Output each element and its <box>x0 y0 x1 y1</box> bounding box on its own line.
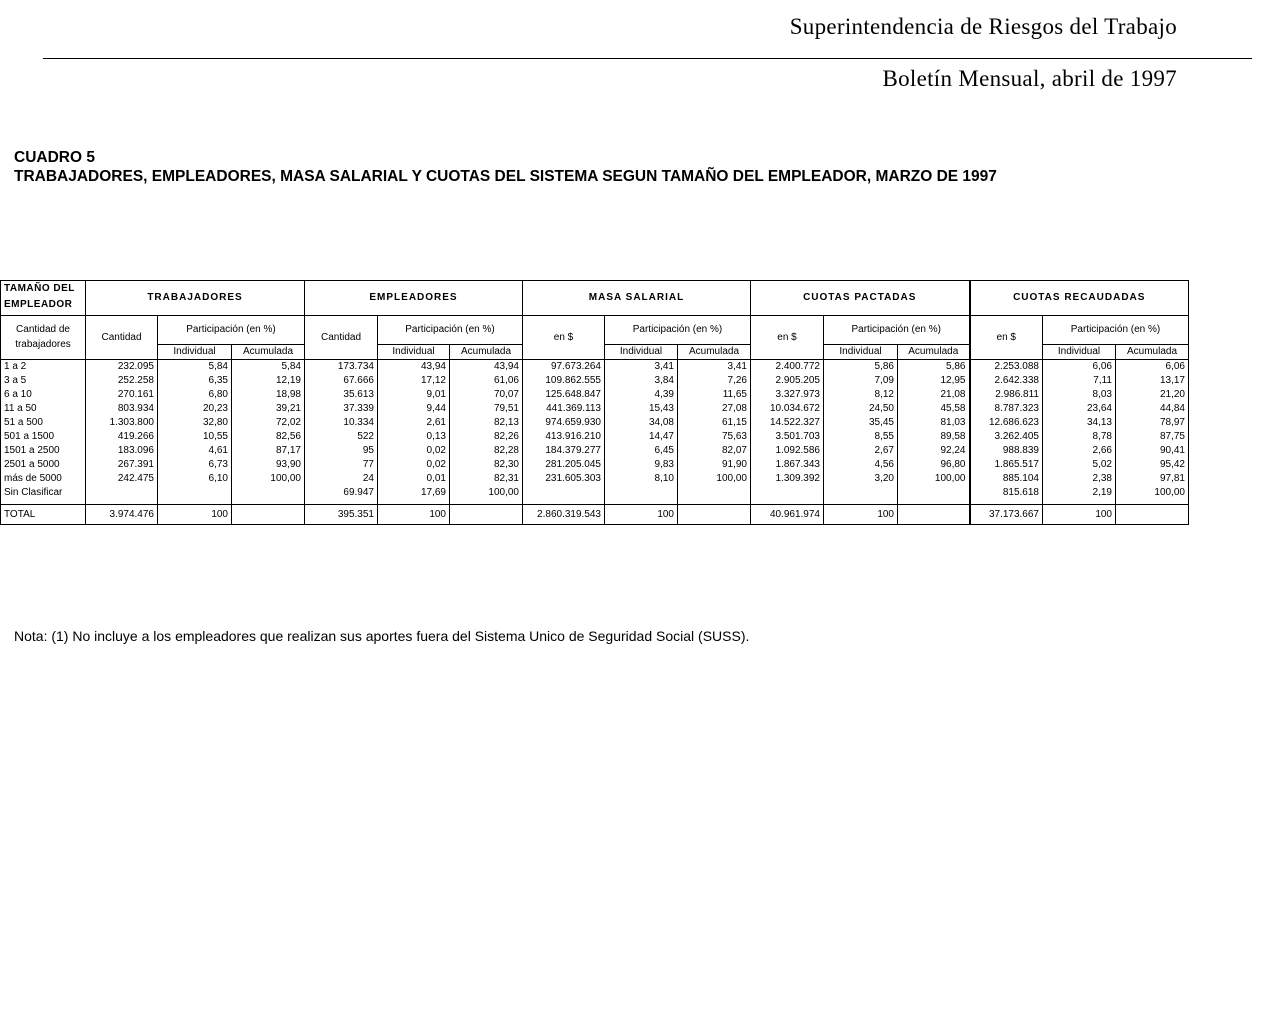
cell-masa-acumulada: 75,63 <box>678 430 751 444</box>
cell-masa-acumulada: 11,65 <box>678 388 751 402</box>
size-header-1: TAMAÑO DEL <box>1 281 86 296</box>
cell-empleadores-individual: 17,69 <box>378 486 450 500</box>
row-label: Sin Clasificar <box>1 486 86 500</box>
group-header-cuotas-recaudadas: CUOTAS RECAUDADAS <box>1013 292 1146 304</box>
cell-empleadores-acumulada: 82,26 <box>450 430 523 444</box>
cell-masa-individual: 14,47 <box>605 430 678 444</box>
row-label: 2501 a 5000 <box>1 458 86 472</box>
pactadas-individual-header: Individual <box>824 344 898 359</box>
cell-recaudadas-individual: 7,11 <box>1043 374 1116 388</box>
cell-pactadas-en-pesos: 2.905.205 <box>751 374 824 388</box>
table-row <box>1 402 1189 416</box>
cell-trabajadores-individual: 6,73 <box>158 458 232 472</box>
cell-empleadores-individual: 0,02 <box>378 444 450 458</box>
cell-empleadores-cantidad: 69.947 <box>305 486 378 500</box>
cell-masa-individual: 3,41 <box>605 359 678 374</box>
total-row <box>1 504 1189 524</box>
table-row <box>1 359 1189 374</box>
cell-pactadas-acumulada: 81,03 <box>898 416 970 430</box>
empleadores-participacion-header: Participación (en %) <box>378 315 523 344</box>
cell-pactadas-acumulada: 96,80 <box>898 458 970 472</box>
cell-trabajadores-cantidad: 232.095 <box>86 359 158 374</box>
cell-empleadores-acumulada: 82,13 <box>450 416 523 430</box>
cell-trabajadores-individual: 6,35 <box>158 374 232 388</box>
cell-recaudadas-en-pesos: 885.104 <box>970 472 1043 486</box>
cell-masa-en-pesos: 441.369.113 <box>523 402 605 416</box>
cell-empleadores-acumulada <box>450 504 523 524</box>
cell-pactadas-en-pesos: 1.092.586 <box>751 444 824 458</box>
cell-recaudadas-individual: 2,19 <box>1043 486 1116 500</box>
cell-trabajadores-cantidad: 267.391 <box>86 458 158 472</box>
cell-masa-acumulada: 91,90 <box>678 458 751 472</box>
cell-recaudadas-acumulada: 6,06 <box>1116 359 1189 374</box>
cell-masa-individual <box>605 486 678 500</box>
cell-masa-en-pesos: 974.659.930 <box>523 416 605 430</box>
cell-trabajadores-individual: 10,55 <box>158 430 232 444</box>
cell-empleadores-acumulada: 70,07 <box>450 388 523 402</box>
cell-masa-en-pesos: 2.860.319.543 <box>523 504 605 524</box>
row-label: 3 a 5 <box>1 374 86 388</box>
trabajadores-acumulada-header: Acumulada <box>232 344 305 359</box>
cell-masa-en-pesos: 231.605.303 <box>523 472 605 486</box>
cell-pactadas-individual: 35,45 <box>824 416 898 430</box>
header-row-1 <box>1 281 1189 296</box>
cell-recaudadas-acumulada: 78,97 <box>1116 416 1189 430</box>
cell-recaudadas-acumulada: 90,41 <box>1116 444 1189 458</box>
footnote: Nota: (1) No incluye a los empleadores que realizan sus aportes fuera del Sistema Unico de Seguridad Social (SUSS). <box>14 628 750 644</box>
trabajadores-participacion-header: Participación (en %) <box>158 315 305 344</box>
cell-recaudadas-acumulada: 87,75 <box>1116 430 1189 444</box>
cell-trabajadores-acumulada: 87,17 <box>232 444 305 458</box>
cell-empleadores-cantidad: 173.734 <box>305 359 378 374</box>
cell-trabajadores-individual: 100 <box>158 504 232 524</box>
row-label: 1501 a 2500 <box>1 444 86 458</box>
recaudadas-acumulada-header: Acumulada <box>1116 344 1189 359</box>
cell-empleadores-cantidad: 95 <box>305 444 378 458</box>
row-label: 501 a 1500 <box>1 430 86 444</box>
cell-trabajadores-cantidad: 242.475 <box>86 472 158 486</box>
cell-trabajadores-cantidad: 803.934 <box>86 402 158 416</box>
cell-trabajadores-acumulada <box>232 486 305 500</box>
cell-trabajadores-cantidad: 3.974.476 <box>86 504 158 524</box>
cell-empleadores-cantidad: 37.339 <box>305 402 378 416</box>
table-body <box>1 359 1189 504</box>
cell-masa-acumulada: 100,00 <box>678 472 751 486</box>
cell-pactadas-individual: 24,50 <box>824 402 898 416</box>
cell-empleadores-individual: 100 <box>378 504 450 524</box>
cell-trabajadores-cantidad: 1.303.800 <box>86 416 158 430</box>
cell-trabajadores-cantidad: 252.258 <box>86 374 158 388</box>
cell-empleadores-acumulada: 100,00 <box>450 486 523 500</box>
cell-pactadas-en-pesos <box>751 486 824 500</box>
cell-pactadas-individual: 5,86 <box>824 359 898 374</box>
cell-empleadores-cantidad: 522 <box>305 430 378 444</box>
cell-pactadas-en-pesos: 40.961.974 <box>751 504 824 524</box>
cell-empleadores-cantidad: 67.666 <box>305 374 378 388</box>
cell-masa-individual: 15,43 <box>605 402 678 416</box>
cell-empleadores-cantidad: 77 <box>305 458 378 472</box>
cell-recaudadas-en-pesos: 37.173.667 <box>970 504 1043 524</box>
cell-trabajadores-acumulada <box>232 504 305 524</box>
empleadores-individual-header: Individual <box>378 344 450 359</box>
table-row <box>1 458 1189 472</box>
cell-recaudadas-acumulada: 21,20 <box>1116 388 1189 402</box>
cell-masa-individual: 6,45 <box>605 444 678 458</box>
cell-recaudadas-acumulada: 97,81 <box>1116 472 1189 486</box>
cell-trabajadores-individual: 5,84 <box>158 359 232 374</box>
cell-trabajadores-cantidad <box>86 486 158 500</box>
pactadas-participacion-header: Participación (en %) <box>824 315 970 344</box>
cell-empleadores-acumulada: 82,28 <box>450 444 523 458</box>
table-number: CUADRO 5 <box>14 149 95 166</box>
header-divider <box>43 58 1252 59</box>
cell-pactadas-en-pesos: 1.867.343 <box>751 458 824 472</box>
cell-recaudadas-individual: 8,03 <box>1043 388 1116 402</box>
table-row <box>1 444 1189 458</box>
cell-pactadas-acumulada <box>898 504 970 524</box>
cell-trabajadores-acumulada: 18,98 <box>232 388 305 402</box>
trabajadores-cantidad-header: Cantidad <box>86 315 158 359</box>
cell-recaudadas-en-pesos: 2.642.338 <box>970 374 1043 388</box>
recaudadas-en-pesos-header: en $ <box>970 315 1043 359</box>
cell-pactadas-en-pesos: 3.327.973 <box>751 388 824 402</box>
table-row <box>1 486 1189 500</box>
cell-empleadores-cantidad: 395.351 <box>305 504 378 524</box>
cell-trabajadores-acumulada: 39,21 <box>232 402 305 416</box>
cell-masa-individual: 9,83 <box>605 458 678 472</box>
row-label: 6 a 10 <box>1 388 86 402</box>
cell-empleadores-acumulada: 61,06 <box>450 374 523 388</box>
cell-masa-en-pesos: 184.379.277 <box>523 444 605 458</box>
cell-pactadas-individual: 100 <box>824 504 898 524</box>
cell-pactadas-acumulada <box>898 486 970 500</box>
cell-masa-en-pesos: 109.862.555 <box>523 374 605 388</box>
cell-masa-acumulada <box>678 504 751 524</box>
organization-name: Superintendencia de Riesgos del Trabajo <box>789 14 1177 39</box>
pactadas-en-pesos-header: en $ <box>751 315 824 359</box>
cell-recaudadas-acumulada <box>1116 504 1189 524</box>
cell-trabajadores-acumulada: 72,02 <box>232 416 305 430</box>
cell-recaudadas-acumulada: 100,00 <box>1116 486 1189 500</box>
cell-trabajadores-individual: 6,10 <box>158 472 232 486</box>
cell-recaudadas-individual: 23,64 <box>1043 402 1116 416</box>
cell-recaudadas-en-pesos: 12.686.623 <box>970 416 1043 430</box>
cell-pactadas-individual: 4,56 <box>824 458 898 472</box>
group-header-cuotas-pactadas: CUOTAS PACTADAS <box>751 281 970 316</box>
cell-masa-en-pesos: 125.648.847 <box>523 388 605 402</box>
cell-pactadas-individual: 8,12 <box>824 388 898 402</box>
cell-masa-en-pesos: 281.205.045 <box>523 458 605 472</box>
cell-pactadas-acumulada: 5,86 <box>898 359 970 374</box>
group-header-trabajadores: TRABAJADORES <box>86 281 305 316</box>
cell-masa-acumulada <box>678 486 751 500</box>
cell-masa-acumulada: 7,26 <box>678 374 751 388</box>
cell-masa-individual: 3,84 <box>605 374 678 388</box>
data-table <box>0 280 1189 525</box>
cell-empleadores-acumulada: 43,94 <box>450 359 523 374</box>
table-total <box>1 504 1189 524</box>
cell-empleadores-cantidad: 24 <box>305 472 378 486</box>
cell-empleadores-individual: 9,01 <box>378 388 450 402</box>
masa-en-pesos-header: en $ <box>523 315 605 359</box>
cell-recaudadas-en-pesos: 3.262.405 <box>970 430 1043 444</box>
cell-trabajadores-individual <box>158 486 232 500</box>
cell-recaudadas-en-pesos: 2.253.088 <box>970 359 1043 374</box>
cell-recaudadas-en-pesos: 1.865.517 <box>970 458 1043 472</box>
cell-trabajadores-cantidad: 183.096 <box>86 444 158 458</box>
table-row <box>1 416 1189 430</box>
table-row <box>1 472 1189 486</box>
cell-recaudadas-en-pesos: 8.787.323 <box>970 402 1043 416</box>
cell-empleadores-acumulada: 82,30 <box>450 458 523 472</box>
cell-pactadas-individual: 7,09 <box>824 374 898 388</box>
row-label: más de 5000 <box>1 472 86 486</box>
cell-recaudadas-en-pesos: 2.986.811 <box>970 388 1043 402</box>
row-label: 1 a 2 <box>1 359 86 374</box>
cell-empleadores-individual: 0,13 <box>378 430 450 444</box>
group-header-masa-salarial: MASA SALARIAL <box>523 281 751 316</box>
cell-masa-acumulada: 27,08 <box>678 402 751 416</box>
masa-individual-header: Individual <box>605 344 678 359</box>
cell-empleadores-cantidad: 10.334 <box>305 416 378 430</box>
recaudadas-participacion-header: Participación (en %) <box>1043 315 1189 344</box>
cell-masa-individual: 4,39 <box>605 388 678 402</box>
cell-recaudadas-individual: 100 <box>1043 504 1116 524</box>
cell-recaudadas-en-pesos: 988.839 <box>970 444 1043 458</box>
cell-trabajadores-acumulada: 12,19 <box>232 374 305 388</box>
cell-empleadores-individual: 43,94 <box>378 359 450 374</box>
row-label: 51 a 500 <box>1 416 86 430</box>
cell-trabajadores-individual: 32,80 <box>158 416 232 430</box>
cell-pactadas-en-pesos: 3.501.703 <box>751 430 824 444</box>
cell-empleadores-individual: 0,02 <box>378 458 450 472</box>
cell-recaudadas-acumulada: 44,84 <box>1116 402 1189 416</box>
cell-pactadas-acumulada: 100,00 <box>898 472 970 486</box>
cell-trabajadores-acumulada: 100,00 <box>232 472 305 486</box>
cell-trabajadores-cantidad: 419.266 <box>86 430 158 444</box>
cell-recaudadas-individual: 8,78 <box>1043 430 1116 444</box>
cell-pactadas-individual: 2,67 <box>824 444 898 458</box>
row-label: 11 a 50 <box>1 402 86 416</box>
cell-empleadores-individual: 0,01 <box>378 472 450 486</box>
recaudadas-individual-header: Individual <box>1043 344 1116 359</box>
cell-recaudadas-individual: 6,06 <box>1043 359 1116 374</box>
cell-recaudadas-individual: 2,66 <box>1043 444 1116 458</box>
cell-empleadores-cantidad: 35.613 <box>305 388 378 402</box>
cell-masa-en-pesos <box>523 486 605 500</box>
size-subheader <box>1 315 86 359</box>
table-row <box>1 374 1189 388</box>
cell-masa-acumulada: 61,15 <box>678 416 751 430</box>
cell-recaudadas-acumulada: 95,42 <box>1116 458 1189 472</box>
size-subheader-2: trabajadores <box>15 339 71 350</box>
cell-trabajadores-individual: 4,61 <box>158 444 232 458</box>
cell-pactadas-individual <box>824 486 898 500</box>
cell-masa-individual: 34,08 <box>605 416 678 430</box>
cell-recaudadas-individual: 34,13 <box>1043 416 1116 430</box>
cell-pactadas-individual: 3,20 <box>824 472 898 486</box>
bulletin-title: Boletín Mensual, abril de 1997 <box>882 66 1177 91</box>
empleadores-cantidad-header: Cantidad <box>305 315 378 359</box>
cell-pactadas-acumulada: 45,58 <box>898 402 970 416</box>
cell-empleadores-individual: 9,44 <box>378 402 450 416</box>
header-row-3 <box>1 315 1189 344</box>
cell-masa-acumulada: 3,41 <box>678 359 751 374</box>
row-label: TOTAL <box>1 504 86 524</box>
table-caption: TRABAJADORES, EMPLEADORES, MASA SALARIAL Y CUOTAS DEL SISTEMA SEGUN TAMAÑO DEL EMPLEADOR, MARZO DE 1997 <box>14 168 997 185</box>
cell-pactadas-en-pesos: 2.400.772 <box>751 359 824 374</box>
cell-masa-en-pesos: 413.916.210 <box>523 430 605 444</box>
cell-empleadores-acumulada: 82,31 <box>450 472 523 486</box>
table-title <box>14 148 1254 186</box>
cell-pactadas-en-pesos: 1.309.392 <box>751 472 824 486</box>
size-header-2: EMPLEADOR <box>1 295 86 315</box>
cell-trabajadores-individual: 20,23 <box>158 402 232 416</box>
cell-trabajadores-individual: 6,80 <box>158 388 232 402</box>
cell-pactadas-acumulada: 92,24 <box>898 444 970 458</box>
cell-trabajadores-acumulada: 5,84 <box>232 359 305 374</box>
cell-pactadas-acumulada: 89,58 <box>898 430 970 444</box>
cell-empleadores-individual: 17,12 <box>378 374 450 388</box>
cell-masa-acumulada: 82,07 <box>678 444 751 458</box>
cell-empleadores-acumulada: 79,51 <box>450 402 523 416</box>
cell-trabajadores-cantidad: 270.161 <box>86 388 158 402</box>
cell-recaudadas-en-pesos: 815.618 <box>970 486 1043 500</box>
cell-pactadas-en-pesos: 10.034.672 <box>751 402 824 416</box>
cell-pactadas-acumulada: 21,08 <box>898 388 970 402</box>
masa-participacion-header: Participación (en %) <box>605 315 751 344</box>
pactadas-acumulada-header: Acumulada <box>898 344 970 359</box>
cell-recaudadas-acumulada: 13,17 <box>1116 374 1189 388</box>
cell-recaudadas-individual: 2,38 <box>1043 472 1116 486</box>
cell-masa-individual: 100 <box>605 504 678 524</box>
cell-pactadas-individual: 8,55 <box>824 430 898 444</box>
table-row <box>1 388 1189 402</box>
group-header-empleadores: EMPLEADORES <box>305 281 523 316</box>
cell-trabajadores-acumulada: 93,90 <box>232 458 305 472</box>
cell-pactadas-acumulada: 12,95 <box>898 374 970 388</box>
cell-masa-en-pesos: 97.673.264 <box>523 359 605 374</box>
table-row <box>1 430 1189 444</box>
trabajadores-individual-header: Individual <box>158 344 232 359</box>
size-subheader-1: Cantidad de <box>16 324 70 335</box>
cell-pactadas-en-pesos: 14.522.327 <box>751 416 824 430</box>
cell-recaudadas-individual: 5,02 <box>1043 458 1116 472</box>
cell-trabajadores-acumulada: 82,56 <box>232 430 305 444</box>
cell-empleadores-individual: 2,61 <box>378 416 450 430</box>
masa-acumulada-header: Acumulada <box>678 344 751 359</box>
cell-masa-individual: 8,10 <box>605 472 678 486</box>
empleadores-acumulada-header: Acumulada <box>450 344 523 359</box>
